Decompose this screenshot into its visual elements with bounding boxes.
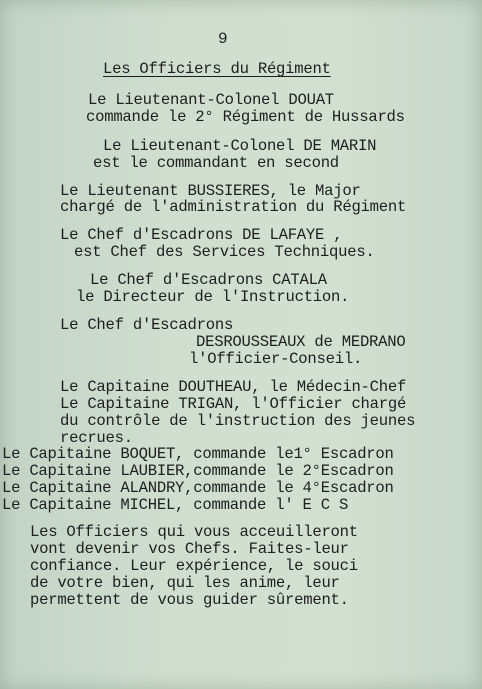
- text-line: chargé de l'administration du Régiment: [60, 198, 407, 216]
- text-line: confiance. Leur expérience, le souci: [30, 557, 358, 575]
- text-line: du contrôle de l'instruction des jeunes: [60, 412, 416, 430]
- text-line: Le Chef d'Escadrons DE LAFAYE ,: [60, 226, 343, 244]
- text-line: recrues.: [60, 429, 133, 447]
- text-line: commande le 2° Régiment de Hussards: [86, 108, 405, 126]
- page-title: Les Officiers du Régiment: [103, 60, 331, 78]
- text-line: vont devenir vos Chefs. Faites-leur: [30, 540, 349, 558]
- page-number: 9: [218, 30, 228, 48]
- text-line: Le Chef d'Escadrons CATALA: [90, 271, 327, 289]
- text-line: Le Capitaine BOQUET, commande le1° Escadron: [2, 445, 394, 463]
- text-line: DESROUSSEAUX de MEDRANO: [196, 333, 406, 351]
- text-line: Le Capitaine MICHEL, commande l' E C S: [2, 496, 349, 514]
- text-line: le Directeur de l'Instruction.: [76, 288, 350, 306]
- text-line: Le Lieutenant BUSSIERES, le Major: [60, 182, 361, 200]
- text-line: de votre bien, qui les anime, leur: [30, 574, 340, 592]
- text-line: est le commandant en second: [93, 154, 339, 172]
- text-line: Le Capitaine ALANDRY,commande le 4°Escadron: [2, 479, 394, 497]
- text-line: Le Capitaine TRIGAN, l'Officier chargé: [60, 395, 407, 413]
- text-line: Les Officiers qui vous acceuilleront: [30, 523, 358, 541]
- text-line: Le Capitaine LAUBIER,commande le 2°Escadron: [2, 462, 394, 480]
- text-line: permettent de vous guider sûrement.: [30, 591, 349, 609]
- text-line: Le Capitaine DOUTHEAU, le Médecin-Chef: [60, 378, 407, 396]
- text-line: Le Lieutenant-Colonel DOUAT: [88, 91, 334, 109]
- text-line: Le Lieutenant-Colonel DE MARIN: [103, 137, 377, 155]
- text-line: est Chef des Services Techniques.: [74, 243, 375, 261]
- text-line: l'Officier-Conseil.: [189, 350, 363, 368]
- text-line: Le Chef d'Escadrons: [60, 316, 234, 334]
